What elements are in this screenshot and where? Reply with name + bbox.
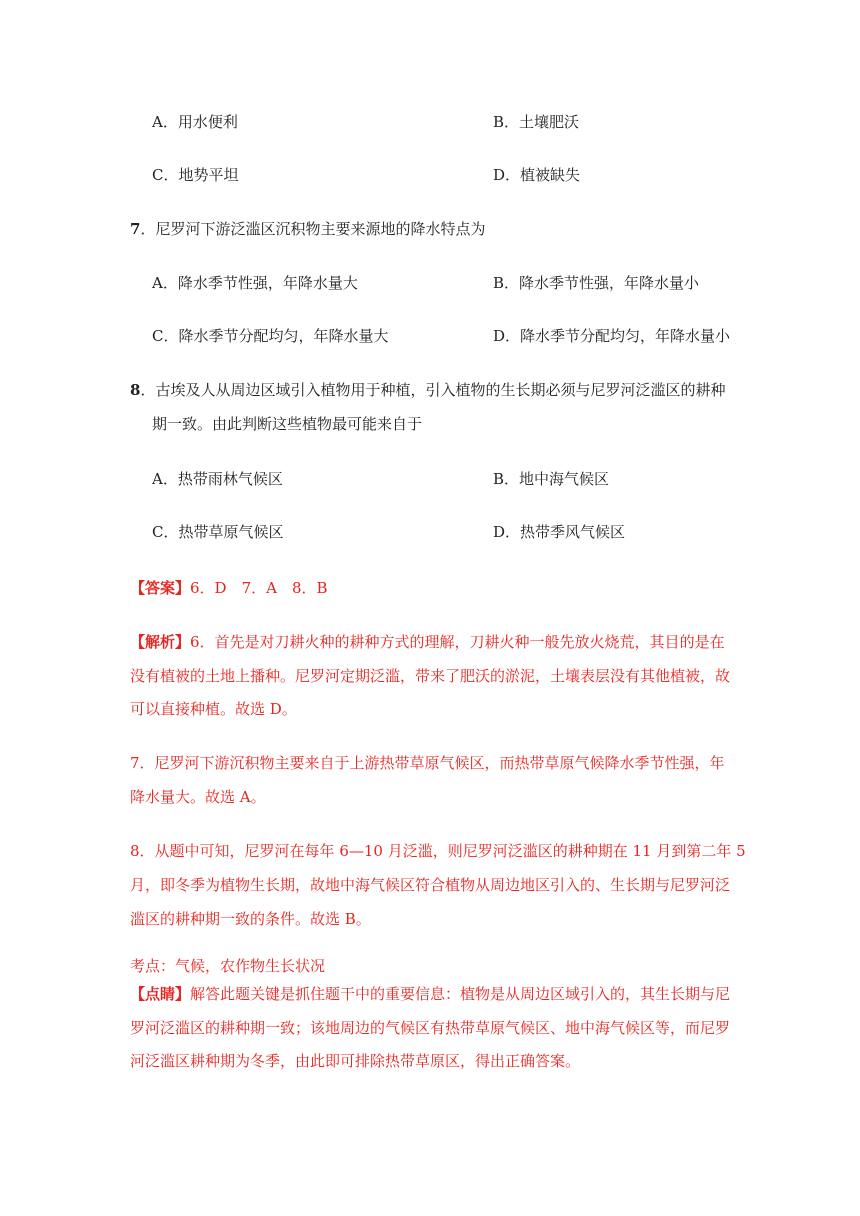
dianjing-line2: 罗河泛滥区的耕种期一致；该地周边的气候区有热带草原气候区、地中海气候区等，而尼罗 <box>130 1019 731 1037</box>
dianjing-label: 【点睛】 <box>130 985 191 1003</box>
dianjing-line1 <box>130 984 730 1004</box>
q8-option-a: A．热带雨林气候区 <box>152 470 283 488</box>
question-8-text-line2: 期一致。由此判断这些植物最可能来自于 <box>152 415 423 433</box>
analysis-p1-line1-text: 6．首先是对刀耕火种的耕种方式的理解，刀耕火种一般先放火烧荒，其目的是在 <box>190 633 725 651</box>
answer-text: 6．D 7．A 8．B <box>190 579 328 597</box>
question-7-number: 7 <box>130 220 141 238</box>
analysis-p1-line3: 可以直接种植。故选 D。 <box>130 700 297 718</box>
q6-option-b: B．土壤肥沃 <box>493 113 580 131</box>
question-7 <box>130 219 485 239</box>
q7-option-c: C．降水季节分配均匀，年降水量大 <box>152 327 389 345</box>
q6-option-c: C．地势平坦 <box>152 166 239 184</box>
analysis-p2-line1: 7．尼罗河下游沉积物主要来自于上游热带草原气候区，而热带草原气候降水季节性强，年 <box>130 754 725 772</box>
q6-option-a: A．用水便利 <box>152 113 238 131</box>
question-8-text-line1: ．古埃及人从周边区域引入植物用于种植，引入植物的生长期必须与尼罗河泛滥区的耕种 <box>140 381 726 399</box>
q7-option-d: D．降水季节分配均匀，年降水量小 <box>493 327 731 345</box>
answer-line <box>130 578 328 598</box>
question-8-number: 8 <box>130 381 141 399</box>
analysis-p3-line3: 滥区的耕种期一致的条件。故选 B。 <box>130 910 371 928</box>
question-8 <box>130 380 725 400</box>
q8-option-b: B．地中海气候区 <box>493 470 610 488</box>
q8-option-c: C．热带草原气候区 <box>152 523 284 541</box>
question-7-text: ．尼罗河下游泛滥区沉积物主要来源地的降水特点为 <box>140 220 486 238</box>
dianjing-line3: 河泛滥区耕种期为冬季，由此即可排除热带草原区，得出正确答案。 <box>130 1052 581 1070</box>
analysis-p3-line1: 8．从题中可知，尼罗河在每年 6—10 月泛滥，则尼罗河泛滥区的耕种期在 11 月到第二年 5 <box>130 842 746 860</box>
q7-option-b: B．降水季节性强，年降水量小 <box>493 274 700 292</box>
q6-option-d: D．植被缺失 <box>493 166 581 184</box>
analysis-label: 【解析】 <box>130 633 191 651</box>
analysis-p1-line2: 没有植被的土地上播种。尼罗河定期泛滥，带来了肥沃的淤泥，土壤表层没有其他植被，故 <box>130 667 731 685</box>
analysis-p1-line1 <box>130 632 725 652</box>
answer-label: 【答案】 <box>130 579 191 597</box>
kaodian: 考点：气候，农作物生长状况 <box>130 957 326 975</box>
q8-option-d: D．热带季风气候区 <box>493 523 626 541</box>
analysis-p2-line2: 降水量大。故选 A。 <box>130 788 266 806</box>
analysis-p3-line2: 月，即冬季为植物生长期，故地中海气候区符合植物从周边地区引入的、生长期与尼罗河泛 <box>130 876 731 894</box>
q7-option-a: A．降水季节性强，年降水量大 <box>152 274 358 292</box>
dianjing-line1-text: 解答此题关键是抓住题干中的重要信息：植物是从周边区域引入的，其生长期与尼 <box>190 985 731 1003</box>
